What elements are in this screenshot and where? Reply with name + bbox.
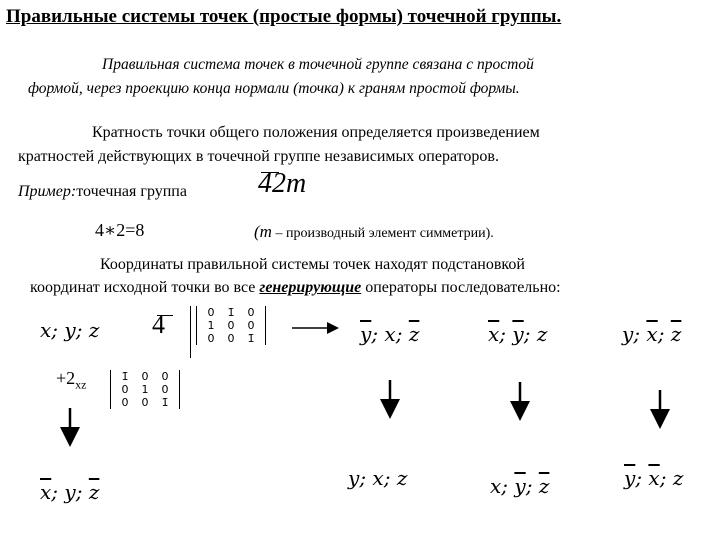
- example-text: точечная группа: [76, 183, 187, 200]
- m-description: – производный элемент симметрии).: [271, 226, 494, 241]
- axis-4bar-digit: 4: [152, 310, 165, 339]
- coord-b3: $\overline{y}$; $\overline{x}$; z: [624, 466, 684, 490]
- group-bar-digit: 4: [258, 168, 272, 199]
- example-label: Пример:: [18, 183, 77, 200]
- group-rest: 2m: [272, 168, 307, 199]
- coord-b0-y: y: [64, 480, 76, 504]
- matrix-cell: 1̄: [227, 306, 235, 319]
- coord-b0: $\overline{x}$; y; $\overline{z}$: [40, 480, 100, 504]
- matrix-cell: 1̄: [247, 332, 255, 345]
- page-title: Правильные системы точек (простые формы) точечной группы.: [6, 6, 562, 27]
- multiplicity-formula: 4∗2=8: [95, 220, 145, 240]
- matrix-cell: 1̄: [161, 396, 169, 409]
- matrix-cell: 0: [141, 370, 149, 383]
- generating-word: генерирующие: [259, 279, 362, 296]
- coord-r2-y: $\overline{y}$: [512, 322, 524, 346]
- para3-line2-pre: координат исходной точки во все: [30, 279, 260, 296]
- coord-b1-z: z: [396, 466, 408, 490]
- coord-b2-y: $\overline{y}$: [514, 474, 526, 498]
- para3-line1: Координаты правильной системы точек находят подстановкой: [100, 256, 525, 273]
- coord-r3-x: $\overline{x}$: [646, 322, 658, 346]
- coord-r1: $\overline{y}$; x; $\overline{z}$: [360, 322, 420, 346]
- para2-line1: Кратность точки общего положения определяется произведением: [92, 124, 540, 141]
- para2-line2: кратностей действующих в точечной группе независимых операторов.: [18, 148, 499, 165]
- coord-b3-y: $\overline{y}$: [624, 466, 636, 490]
- matrix-cell: 0: [247, 319, 255, 332]
- coord-start: x; y; z: [40, 318, 100, 342]
- coord-r3-y: y: [622, 322, 634, 346]
- coord-b2-x: x: [490, 474, 502, 498]
- matrix-cell: 0: [161, 370, 169, 383]
- coord-r2: $\overline{x}$; $\overline{y}$; z: [488, 322, 548, 346]
- coord-b1-x: x: [372, 466, 384, 490]
- coord-b3-z: z: [672, 466, 684, 490]
- coord-b2: x; $\overline{y}$; $\overline{z}$: [490, 474, 550, 498]
- matrix-cell: 0: [207, 306, 215, 319]
- coord-b0-x: $\overline{x}$: [40, 480, 52, 504]
- matrix-cell: 0: [207, 332, 215, 345]
- coord-b3-x: $\overline{x}$: [648, 466, 660, 490]
- matrix-cell: 0: [247, 306, 255, 319]
- operator-2xz-sub: xz: [75, 377, 87, 392]
- coord-start-x: x: [40, 318, 52, 342]
- operator-2xz-base: +2: [56, 368, 76, 388]
- coord-b2-z: $\overline{z}$: [538, 474, 550, 498]
- coord-r2-x: $\overline{x}$: [488, 322, 500, 346]
- m-symbol: (m: [254, 222, 272, 241]
- matrix-cell: 1: [207, 319, 215, 332]
- matrix-cell: 0: [227, 319, 235, 332]
- coord-r1-z: $\overline{z}$: [408, 322, 420, 346]
- matrix-cell: 0: [227, 332, 235, 345]
- coord-r3: y; $\overline{x}$; $\overline{z}$: [622, 322, 682, 346]
- coord-start-z: z: [88, 318, 100, 342]
- para1-line2: формой, через проекцию конца нормали (точка) к граням простой формы.: [28, 80, 520, 97]
- coord-r3-z: $\overline{z}$: [670, 322, 682, 346]
- matrix-cell: 0: [141, 396, 149, 409]
- coord-r1-y: $\overline{y}$: [360, 322, 372, 346]
- para1-line1: Правильная система точек в точечной группе связана с простой: [102, 56, 534, 73]
- matrix-cell: 0: [121, 396, 129, 409]
- coord-b1: y; x; z: [348, 466, 408, 490]
- coord-start-y: y: [64, 318, 76, 342]
- coord-r1-x: x: [384, 322, 396, 346]
- matrix-cell: 0: [161, 383, 169, 396]
- matrix-cell: 0: [121, 383, 129, 396]
- coord-b1-y: y: [348, 466, 360, 490]
- coord-r2-z: z: [536, 322, 548, 346]
- para3-line2-post: операторы последовательно:: [361, 279, 561, 296]
- matrix-cell: 1̄: [121, 370, 129, 383]
- matrix-cell: 1: [141, 383, 149, 396]
- coord-b0-z: $\overline{z}$: [88, 480, 100, 504]
